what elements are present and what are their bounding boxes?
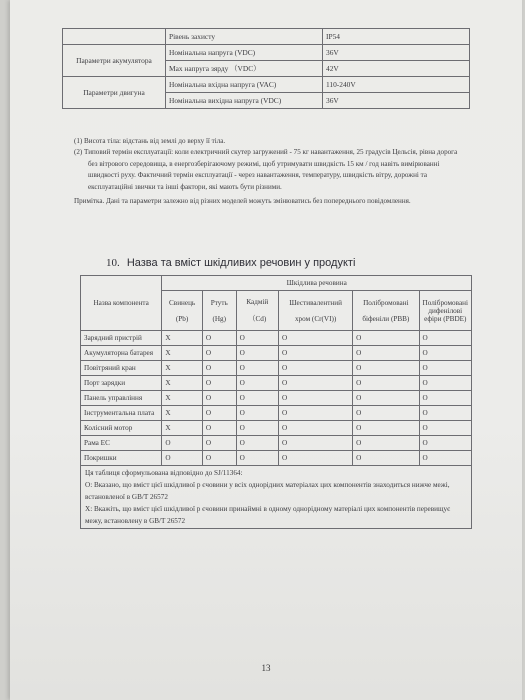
substance-cell: O: [279, 346, 353, 361]
substance-cell: O: [236, 346, 278, 361]
substance-cell: O: [202, 451, 236, 466]
substance-cell: O: [236, 406, 278, 421]
component-name: Колісний мотор: [81, 421, 162, 436]
substance-cell: O: [202, 346, 236, 361]
substance-cell: O: [353, 451, 419, 466]
component-name: Повітряний кран: [81, 361, 162, 376]
substance-cell: O: [353, 436, 419, 451]
substance-cell: O: [353, 331, 419, 346]
substance-cell: O: [279, 406, 353, 421]
substance-cell: O: [353, 391, 419, 406]
substance-cell: X: [162, 361, 203, 376]
spec-param: Рівень захисту: [166, 29, 323, 45]
spec-param: Номінальна вихідна напруга (VDC): [166, 93, 323, 109]
substance-cell: O: [236, 361, 278, 376]
substance-cell: X: [162, 406, 203, 421]
table-row: [81, 421, 472, 436]
component-name: Покришки: [81, 451, 162, 466]
spec-param: Номінальна напруга (VDC): [166, 45, 323, 61]
substance-cell: O: [419, 406, 471, 421]
notes-block: [74, 136, 464, 207]
col-header-hg: Ртуть (Hg): [202, 291, 236, 331]
component-name: Зарядний пристрій: [81, 331, 162, 346]
substance-cell: X: [162, 331, 203, 346]
table-row: [81, 436, 472, 451]
table-row: [81, 391, 472, 406]
hazardous-substances-table: [80, 275, 472, 529]
col-header-cd: Кадмій （Cd): [236, 291, 278, 331]
substance-cell: O: [279, 361, 353, 376]
substance-cell: O: [353, 361, 419, 376]
substance-cell: O: [419, 361, 471, 376]
footer-line-2: О: Вказано, що вміст цієї шкідливої р єчовини у всіх однорідних матеріалах цих компонентів знаходиться нижче межі, встановленої в GB/T 26572: [85, 481, 450, 501]
col-header-pbde: Полібромовані дифеніловi ефіри (PBDE): [419, 291, 471, 331]
substance-cell: O: [202, 436, 236, 451]
substance-cell: X: [162, 391, 203, 406]
footer-line-1: Ця таблиця сформульована відповідно до SJ/11364:: [85, 469, 243, 477]
col-header-cr: Шестивалентний хром (Cr(VI)): [279, 291, 353, 331]
substance-cell: O: [279, 436, 353, 451]
substance-cell: O: [236, 451, 278, 466]
spec-value: 36V: [323, 93, 470, 109]
substance-cell: O: [236, 391, 278, 406]
substance-cell: O: [419, 436, 471, 451]
substance-cell: O: [279, 376, 353, 391]
substance-cell: O: [353, 406, 419, 421]
note-2: (2) Типовий термін експлуатації: коли електричний скутер загружений - 75 кг навантаження, 25 градусів Цельсія, рівна дорога без вітрового середовища, в енергозберігаючому режимі, щоб утримувати швидкість 15 км / год навіть вимірюванні швидкості руху. Фактичний термін експлуатації - через навантаження, температуру, швидкість вітру, дорожні та експлуатаційні звички та інші фактори, які мають бути різними.: [74, 148, 458, 191]
table-row: [81, 406, 472, 421]
component-name: Інструментальна плата: [81, 406, 162, 421]
spec-value: IP54: [323, 29, 470, 45]
substance-cell: X: [162, 421, 203, 436]
component-name: Акумуляторна батарея: [81, 346, 162, 361]
substance-cell: O: [419, 421, 471, 436]
component-name: Панель управління: [81, 391, 162, 406]
spec-group-motor: Параметри двигуна: [63, 77, 166, 109]
substance-cell: O: [419, 376, 471, 391]
footer-line-3: Х: Вкажіть, що вміст цієї шкідливої р єчовини принаймні в одному однорідному матеріалі цих компонентів перевищує межу, встановлену в GB/T 26572: [85, 505, 451, 525]
substance-cell: O: [202, 376, 236, 391]
col-header-pb: Свинець (Pb): [162, 291, 203, 331]
spec-group-battery: Параметри акумулятора: [63, 45, 166, 77]
table-row: [81, 331, 472, 346]
substance-cell: O: [279, 421, 353, 436]
substance-cell: O: [236, 331, 278, 346]
substance-cell: O: [202, 391, 236, 406]
substance-cell: O: [236, 421, 278, 436]
note-1: (1) Висота тіла: відстань від землі до верху її тіла.: [74, 137, 226, 145]
substance-cell: O: [236, 376, 278, 391]
substance-cell: O: [419, 331, 471, 346]
substance-cell: X: [162, 376, 203, 391]
substance-cell: O: [279, 331, 353, 346]
col-component-header: Назва компонента: [81, 276, 162, 331]
table-row: [81, 451, 472, 466]
substance-cell: O: [419, 451, 471, 466]
spec-value: 110-240V: [323, 77, 470, 93]
substance-cell: O: [202, 406, 236, 421]
spec-value: 42V: [323, 61, 470, 77]
table-row: [81, 361, 472, 376]
spec-group-empty: [63, 29, 166, 45]
table-row: [81, 346, 472, 361]
substance-cell: O: [279, 451, 353, 466]
substance-cell: O: [279, 391, 353, 406]
substance-cell: O: [202, 331, 236, 346]
group-header: Шкідлива речовина: [162, 276, 472, 291]
table-footer: [81, 466, 472, 529]
spec-table: [62, 28, 470, 109]
substance-cell: O: [353, 346, 419, 361]
section-heading: [106, 257, 355, 269]
substance-cell: O: [353, 376, 419, 391]
spec-param: Номінальна вхідна напруга (VAC): [166, 77, 323, 93]
substance-cell: O: [236, 436, 278, 451]
substance-cell: O: [202, 421, 236, 436]
substance-cell: O: [162, 451, 203, 466]
substance-cell: O: [419, 391, 471, 406]
spec-value: 36V: [323, 45, 470, 61]
substance-cell: O: [202, 361, 236, 376]
component-name: Рама ЕС: [81, 436, 162, 451]
spec-param: Мах напруга зярду （VDC）: [166, 61, 323, 77]
section-number: 10.: [106, 257, 120, 269]
substance-cell: X: [162, 346, 203, 361]
table-row: [81, 376, 472, 391]
note-primitka: Примітка. Дані та параметри залежно від різних моделей можуть змінюватись без попереднього повідомлення.: [74, 197, 411, 206]
substance-cell: O: [353, 421, 419, 436]
section-title: Назва та вміст шкідливих речовин у продукті: [126, 257, 356, 269]
document-page: [10, 0, 522, 700]
page-number: 13: [261, 663, 271, 673]
component-name: Порт зарядки: [81, 376, 162, 391]
substance-cell: O: [162, 436, 203, 451]
col-header-pbb: Полібромовані біфеніли (PBB): [353, 291, 419, 331]
substance-cell: O: [419, 346, 471, 361]
